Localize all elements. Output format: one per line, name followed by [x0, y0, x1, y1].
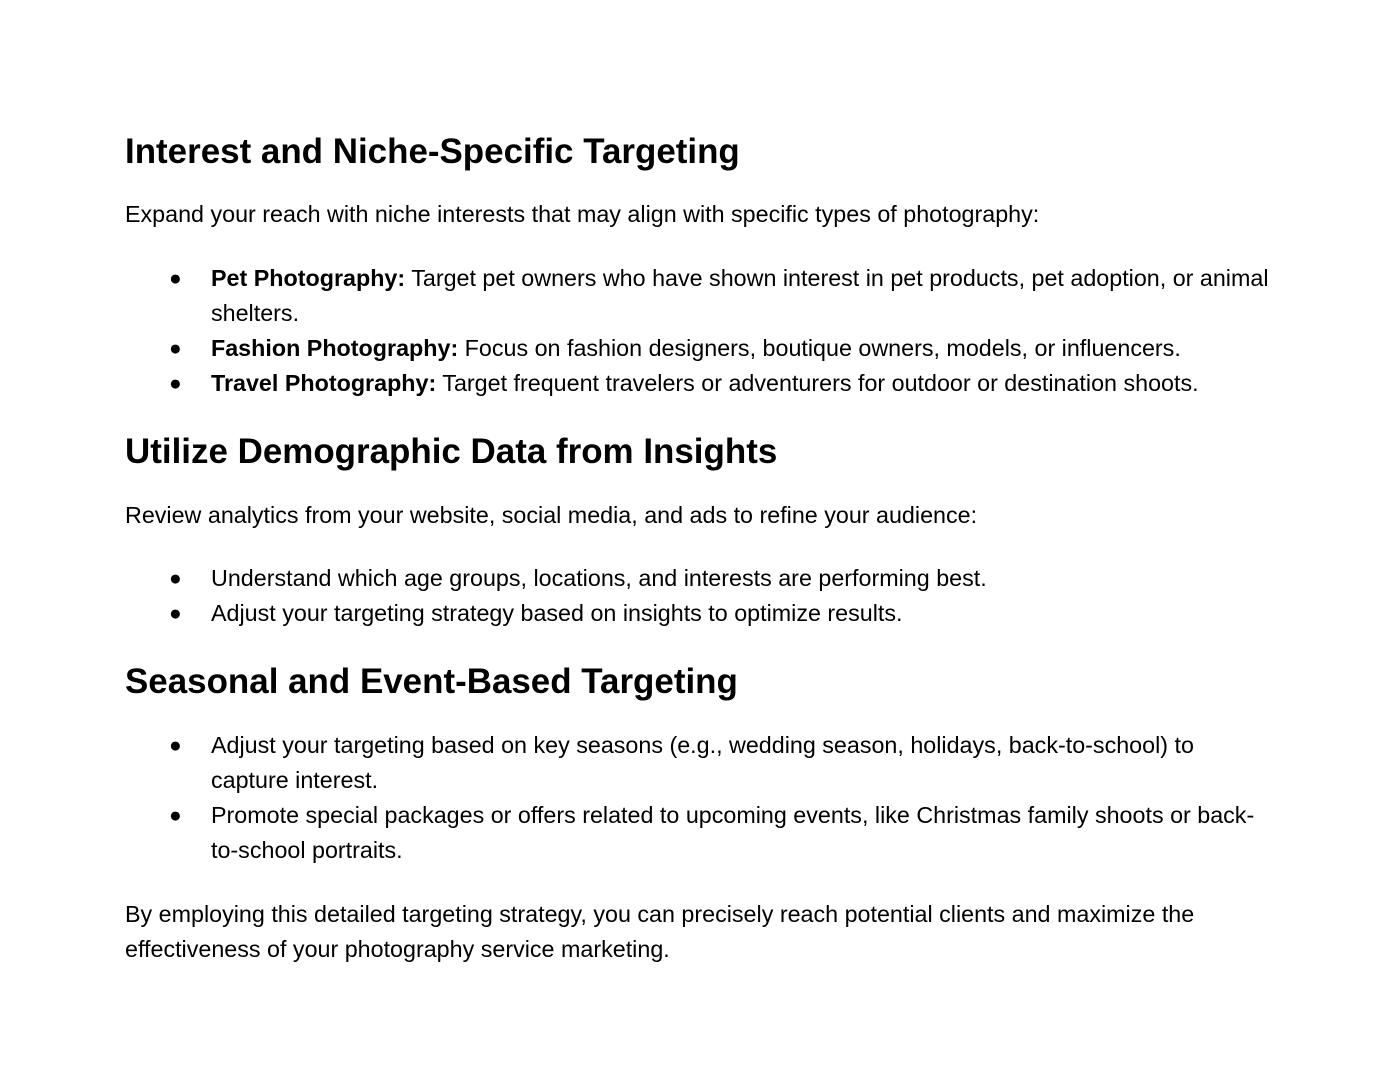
list-item: [125, 261, 1275, 331]
list-item-label: Fashion Photography:: [211, 335, 459, 361]
spacer: [125, 868, 1275, 897]
bullet-icon: ●: [169, 804, 182, 827]
bullet-icon: ●: [169, 567, 182, 590]
spacer: [125, 232, 1275, 261]
list-item: [125, 728, 1275, 798]
spacer: [125, 469, 1275, 498]
interest-list: [125, 261, 1275, 401]
bullet-icon: ●: [169, 337, 182, 360]
seasonal-list: [125, 728, 1275, 868]
list-item: [125, 798, 1275, 868]
list-item-label: Pet Photography:: [211, 265, 406, 291]
list-item: [125, 596, 1275, 631]
list-item: [125, 366, 1275, 401]
bullet-icon: ●: [169, 372, 182, 395]
bullet-icon: ●: [169, 734, 182, 757]
section-intro-demographic: Review analytics from your website, social media, and ads to refine your audience:: [125, 502, 978, 528]
section-heading-demographic: Utilize Demographic Data from Insights: [125, 432, 778, 471]
demographic-list: [125, 561, 1275, 631]
list-item-text: Target pet owners who have shown interest in pet products, pet adoption, or animal shelters.: [211, 265, 1269, 326]
list-item: [125, 331, 1275, 366]
spacer: [125, 699, 1275, 728]
list-item-text: Understand which age groups, locations, and interests are performing best.: [211, 565, 987, 591]
list-item: [125, 561, 1275, 596]
bullet-icon: ●: [169, 602, 182, 625]
list-item-text: Focus on fashion designers, boutique owners, models, or influencers.: [458, 335, 1181, 361]
section-heading-seasonal: Seasonal and Event-Based Targeting: [125, 662, 738, 701]
spacer: [125, 401, 1275, 434]
list-item-text: Adjust your targeting based on key seasons (e.g., wedding season, holidays, back-to-school) to capture interest.: [211, 732, 1194, 793]
list-item-text: Promote special packages or offers related to upcoming events, like Christmas family shoots or back-to-school portraits.: [211, 802, 1255, 863]
conclusion-paragraph: By employing this detailed targeting strategy, you can precisely reach potential clients and maximize the effectiveness of your photography service marketing.: [125, 901, 1195, 962]
document-body: [125, 134, 1275, 967]
section-heading-interest: Interest and Niche-Specific Targeting: [125, 132, 740, 171]
spacer: [125, 169, 1275, 197]
spacer: [125, 631, 1275, 664]
list-item-text: Target frequent travelers or adventurers for outdoor or destination shoots.: [436, 370, 1199, 396]
bullet-icon: ●: [169, 267, 182, 290]
list-item-label: Travel Photography:: [211, 370, 437, 396]
section-intro-interest: Expand your reach with niche interests that may align with specific types of photography:: [125, 201, 1040, 227]
list-item-text: Adjust your targeting strategy based on insights to optimize results.: [211, 600, 903, 626]
spacer: [125, 533, 1275, 561]
